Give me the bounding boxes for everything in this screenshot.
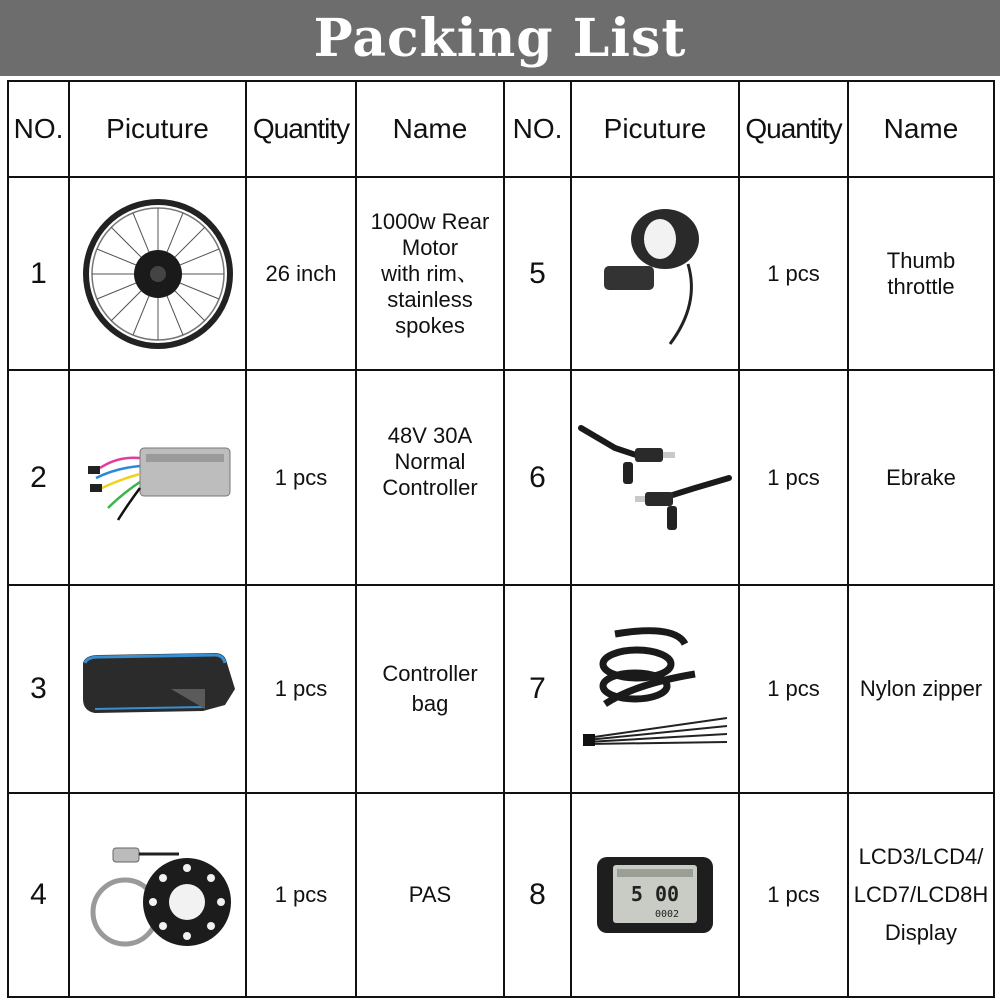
page-title: Packing List	[313, 7, 687, 69]
item-picture	[69, 585, 246, 793]
item-quantity: 1 pcs	[246, 793, 356, 997]
table-row	[8, 585, 994, 793]
lcd-speed-readout: 5 00	[630, 882, 680, 906]
header-row	[8, 81, 994, 177]
rear-wheel-motor-icon	[78, 199, 238, 349]
table-row	[8, 793, 994, 997]
item-name: PAS	[356, 793, 504, 997]
item-number: 8	[504, 793, 571, 997]
header-name: Name	[356, 81, 504, 177]
item-picture	[69, 370, 246, 585]
item-quantity: 1 pcs	[739, 177, 848, 370]
item-number: 4	[8, 793, 69, 997]
item-quantity: 26 inch	[246, 177, 356, 370]
item-name: Thumb throttle	[848, 177, 994, 370]
table-row	[8, 370, 994, 585]
header-name: Name	[848, 81, 994, 177]
item-picture	[69, 793, 246, 997]
item-name: LCD3/LCD4/ LCD7/LCD8H Display	[848, 793, 994, 997]
item-quantity: 1 pcs	[739, 585, 848, 793]
thumb-throttle-icon	[590, 194, 720, 354]
item-name: 48V 30A Normal Controller	[356, 370, 504, 585]
controller-bag-icon	[75, 649, 241, 729]
nylon-zipper-icon	[575, 614, 735, 764]
item-quantity: 1 pcs	[739, 370, 848, 585]
controller-icon	[78, 428, 238, 528]
lcd-display-icon	[595, 855, 715, 935]
header-picture: Picuture	[571, 81, 739, 177]
item-number: 5	[504, 177, 571, 370]
header-no: NO.	[8, 81, 69, 177]
header-no: NO.	[504, 81, 571, 177]
item-quantity: 1 pcs	[246, 585, 356, 793]
item-name: Controller bag	[356, 585, 504, 793]
item-picture	[571, 370, 739, 585]
item-quantity: 1 pcs	[246, 370, 356, 585]
item-number: 1	[8, 177, 69, 370]
item-name: Nylon zipper	[848, 585, 994, 793]
item-number: 3	[8, 585, 69, 793]
item-picture	[69, 177, 246, 370]
packing-table	[7, 80, 995, 998]
item-number: 6	[504, 370, 571, 585]
header-quantity: Quantity	[739, 81, 848, 177]
table-row	[8, 177, 994, 370]
header-picture: Picuture	[69, 81, 246, 177]
item-quantity: 1 pcs	[739, 793, 848, 997]
pas-sensor-icon	[83, 830, 233, 960]
item-picture	[571, 177, 739, 370]
item-number: 2	[8, 370, 69, 585]
lcd-odo-readout: 0002	[654, 909, 680, 920]
item-picture	[571, 585, 739, 793]
item-number: 7	[504, 585, 571, 793]
ebrake-icon	[575, 418, 735, 538]
item-picture	[571, 793, 739, 997]
header-quantity: Quantity	[246, 81, 356, 177]
item-name: 1000w Rear Motor with rim、 stainless spokes	[356, 177, 504, 370]
item-name: Ebrake	[848, 370, 994, 585]
title-banner	[0, 0, 1000, 76]
